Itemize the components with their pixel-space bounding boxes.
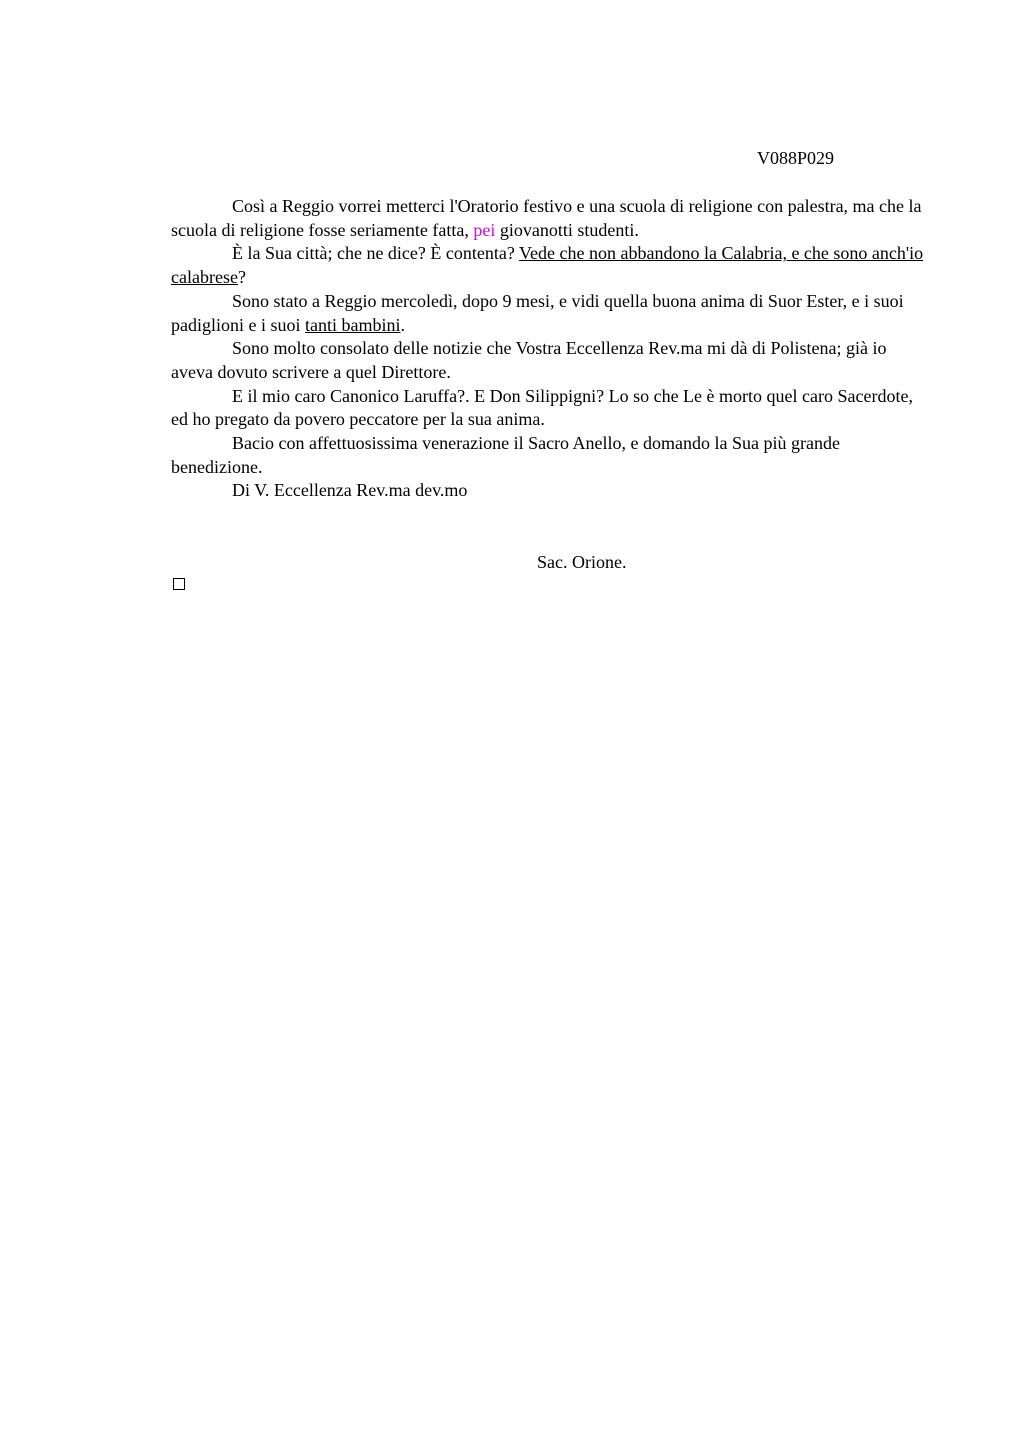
highlighted-word: pei: [473, 219, 496, 240]
paragraph-reggio-visit: [171, 290, 931, 337]
empty-square-icon: [173, 578, 185, 590]
underlined-phrase: Vede che non abbandono la Calabria, e che sono anch'io calabrese: [171, 243, 924, 288]
paragraph-text: Sono stato a Reggio mercoledì, dopo 9 mesi, e vidi quella buona anima di Suor Ester, e i suoi padiglioni e i suoi: [171, 290, 904, 335]
closing-line: Di V. Eccellenza Rev.ma dev.mo: [232, 480, 468, 501]
paragraph-benediction: Bacio con affettuosissima venerazione il Sacro Anello, e domando la Sua più grande benedizione.: [171, 433, 840, 477]
page-code: V088P029: [757, 148, 835, 168]
paragraph-text: giovanotti studenti.: [495, 219, 639, 240]
signature: Sac. Orione.: [537, 552, 627, 572]
paragraph-text: Così a Reggio vorrei metterci l'Oratorio festivo e una scuola di religione con palestra, ma che la scuola di religione fosse seriamente fatta,: [171, 196, 922, 240]
paragraph-laruffa: E il mio caro Canonico Laruffa?. E Don Silippigni? Lo so che Le è morto quel caro Sacerdote, ed ho pregato da povero peccatore per la sua anima.: [171, 385, 913, 430]
paragraph-citta: [171, 242, 931, 289]
paragraph-oratorio: [171, 195, 931, 242]
letter-body: [171, 195, 931, 503]
paragraph-text: È la Sua città; che ne dice? È contenta?: [232, 243, 520, 264]
underlined-phrase: tanti bambini: [305, 314, 401, 335]
paragraph-text: .: [400, 314, 405, 335]
paragraph-text: ?: [237, 267, 246, 288]
paragraph-polistena: Sono molto consolato delle notizie che Vostra Eccellenza Rev.ma mi dà di Polistena; già io aveva dovuto scrivere a quel Direttore.: [171, 338, 887, 382]
